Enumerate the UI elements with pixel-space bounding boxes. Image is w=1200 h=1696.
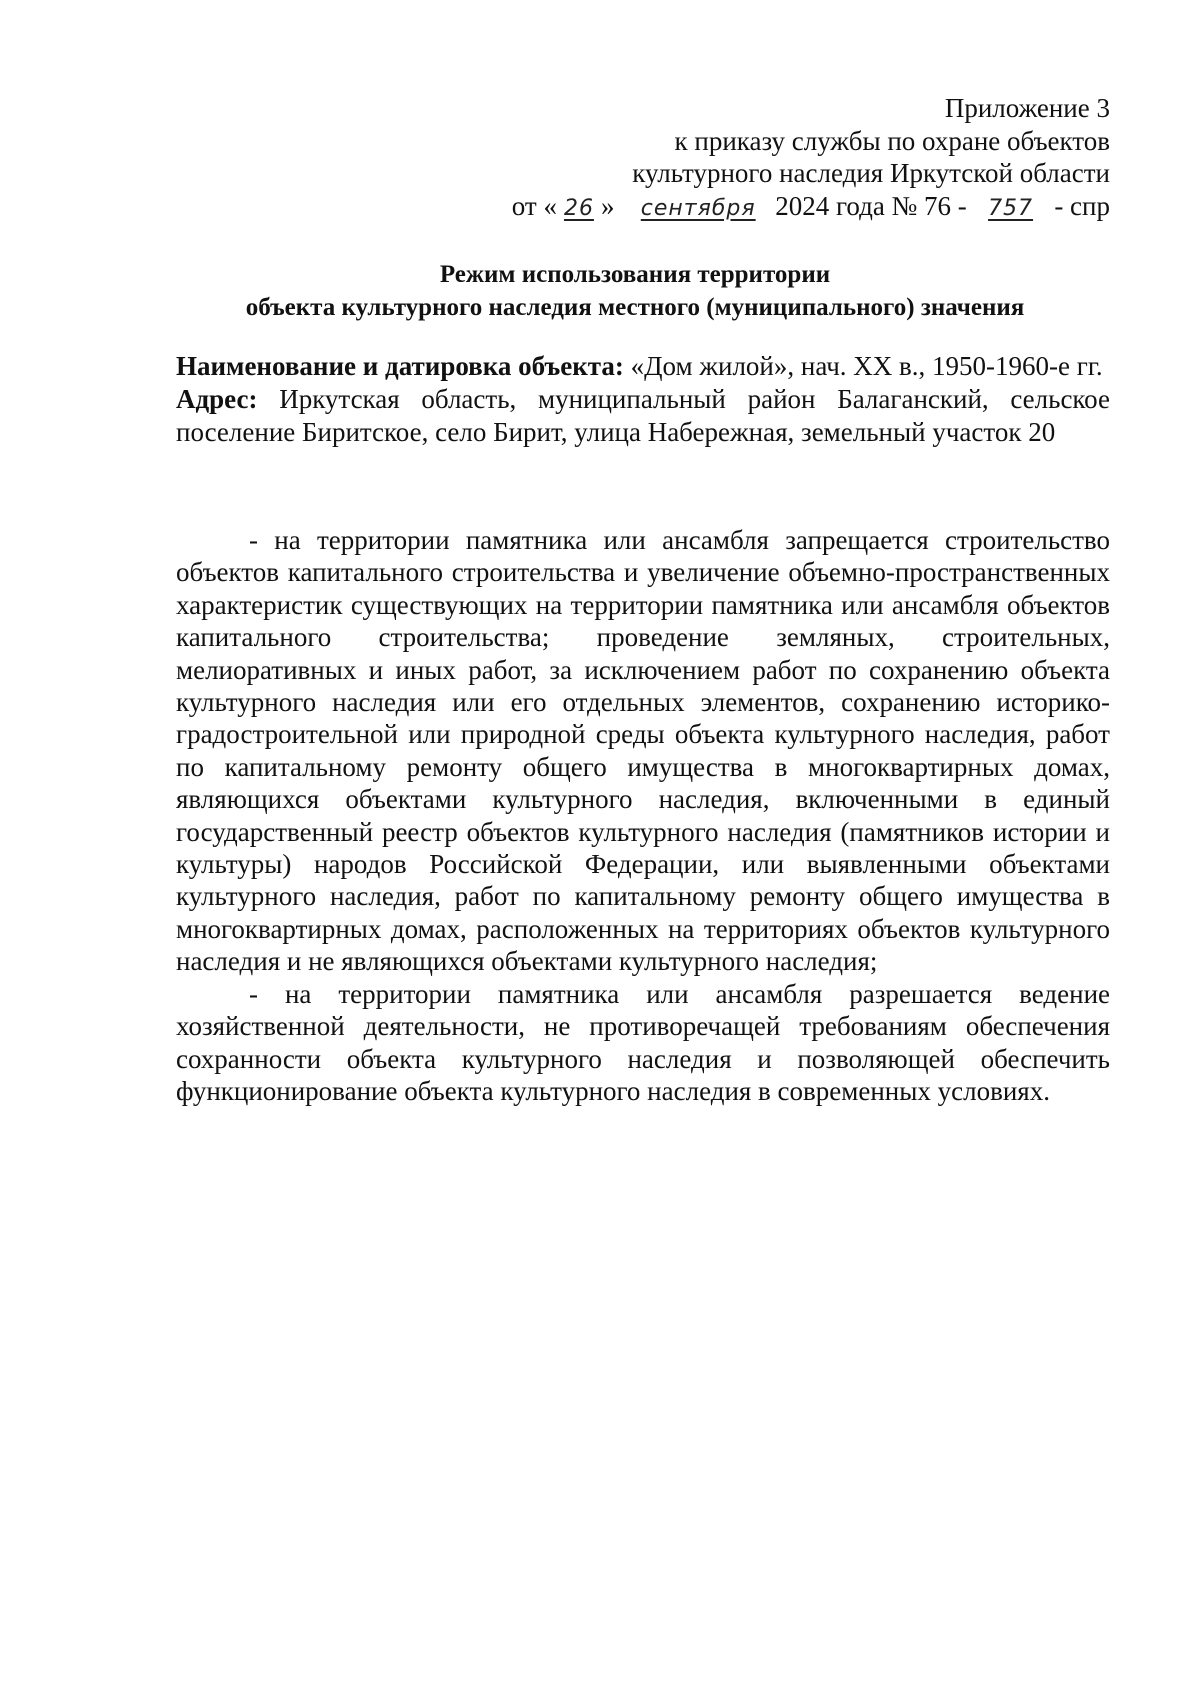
object-address-value: Иркутская область, муниципальный район Балаганский, сельское поселение Биритское, село Бирит, улица Набережная, земельный участок 20 (176, 384, 1110, 447)
object-name (176, 350, 1110, 383)
paragraph-permissions: - на территории памятника или ансамбля разрешается ведение хозяйственной деятельности, не противоречащей требованиям обеспечения сохранности объекта культурного наследия и позволяющей обеспечить функционирование объекта культурного наследия в современных условиях. (176, 978, 1110, 1106)
handwritten-order-number: 757 (988, 195, 1034, 221)
annex-title: Приложение 3 (944, 93, 1110, 123)
object-details (176, 350, 1110, 449)
title-line-2: объекта культурного наследия местного (муниципального) значения (245, 294, 1025, 321)
date-year-number: 2024 года № 76 - (775, 190, 967, 221)
order-suffix: - спр (1054, 190, 1110, 221)
object-address-label: Адрес: (176, 384, 258, 414)
object-name-value: «Дом жилой», нач. XX в., 1950-1960-е гг. (630, 351, 1103, 381)
annex-header (512, 92, 1110, 225)
annex-order-line: к приказу службы по охране объектов (674, 125, 1110, 156)
document-title (160, 258, 1110, 324)
paragraph-prohibitions: - на территории памятника или ансамбля запрещается строительство объектов капитального строительства и увеличение объемно-пространственных характеристик существующих на территории памятника или ансамбля объектов капитального строительства; проведение земляных, строительных, мелиоративных и иных работ, за исключением работ по сохранению объекта культурного наследия или его отдельных элементов, сохранению историко-градостроительной или природной среды объекта культурного наследия, работ по капитальному ремонту общего имущества в многоквартирных домах, являющихся объектами культурного наследия, включенными в единый государственный реестр объектов культурного наследия (памятников истории и культуры) народов Российской Федерации, или выявленными объектами культурного наследия, работ по капитальному ремонту общего имущества в многоквартирных домах, расположенных на территориях объектов культурного наследия и не являющихся объектами культурного наследия; (176, 525, 1110, 977)
title-line-1: Режим использования территории (439, 261, 831, 288)
handwritten-month: сентября (640, 195, 756, 221)
date-day-close: » (600, 190, 615, 221)
object-address (176, 383, 1110, 449)
handwritten-day: 26 (563, 195, 594, 221)
date-prefix: от « (511, 190, 557, 221)
object-name-label: Наименование и датировка объекта: (176, 351, 624, 381)
annex-date-line (512, 190, 1110, 226)
annex-authority-line: культурного наследия Иркутской области (632, 158, 1110, 188)
regime-text (176, 524, 1110, 1107)
